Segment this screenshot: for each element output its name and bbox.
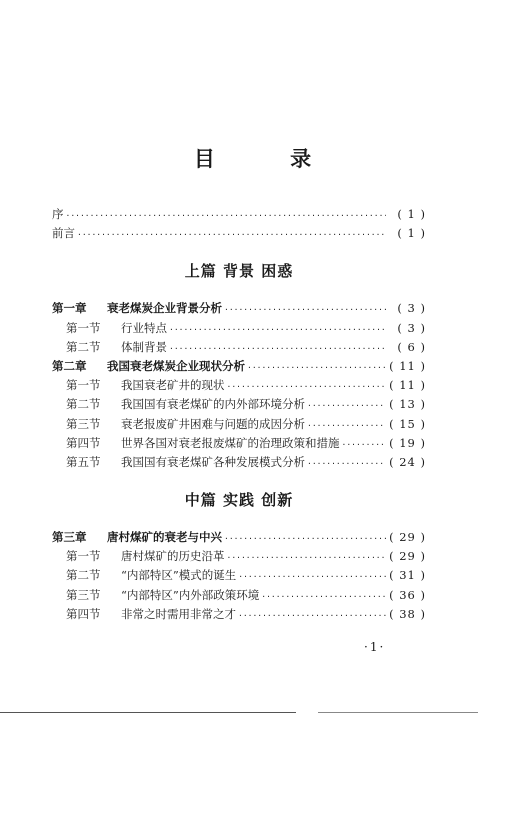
bottom-rule-right (318, 712, 478, 713)
toc-entry-title: 唐村煤矿的历史沿革 (121, 549, 225, 564)
toc-entry-title: 前言 (52, 226, 75, 241)
toc-section[interactable] (52, 547, 426, 566)
section-number: 第三节 (66, 416, 101, 431)
dot-leader (307, 395, 386, 415)
toc-entry-title: 我国衰老矿井的现状 (121, 378, 225, 393)
toc-entry-page: ( 15 ) (389, 416, 426, 431)
dot-leader (238, 605, 386, 625)
table-of-contents (52, 205, 426, 624)
toc-entry-title: 我国衰老煤炭企业现状分析 (107, 358, 245, 373)
toc-entry-page: ( 29 ) (389, 530, 426, 545)
toc-entry-title: 非常之时需用非常之才 (121, 606, 236, 621)
dot-leader (247, 357, 386, 377)
toc-entry-page: ( 6 ) (397, 339, 426, 354)
toc-entry-page: ( 11 ) (389, 378, 426, 393)
section-number: 第一节 (66, 320, 101, 335)
toc-entry-title: 衰老报废矿井困难与问题的成因分析 (121, 416, 305, 431)
part-heading: 上篇 背景 困惑 (184, 262, 294, 281)
section-number: 第一节 (66, 549, 101, 564)
toc-section[interactable] (52, 376, 426, 395)
toc-entry-title: 唐村煤矿的衰老与中兴 (107, 530, 222, 545)
toc-entry-title: 体制背景 (121, 339, 167, 354)
toc-section[interactable] (52, 319, 426, 338)
toc-section[interactable] (52, 338, 426, 357)
section-number: 第二节 (66, 339, 101, 354)
section-number: 第四节 (66, 606, 101, 621)
section-number: 第四节 (66, 435, 101, 450)
toc-entry-page: ( 24 ) (389, 454, 426, 469)
toc-entry-page: ( 31 ) (389, 568, 426, 583)
toc-entry-title: “内部特区”模式的诞生 (121, 568, 237, 583)
dot-leader (224, 528, 386, 548)
toc-entry-page: ( 13 ) (389, 397, 426, 412)
toc-entry-title: 我国国有衰老煤矿的内外部环境分析 (121, 397, 305, 412)
chapter-number: 第三章 (52, 530, 87, 545)
dot-leader (307, 415, 386, 435)
toc-entry-page: ( 3 ) (397, 301, 426, 316)
toc-entry-title: 世界各国对衰老报废煤矿的治理政策和措施 (121, 435, 340, 450)
dot-leader (227, 547, 387, 567)
section-number: 第三节 (66, 587, 101, 602)
toc-chapter[interactable] (52, 357, 426, 376)
dot-leader (77, 224, 386, 244)
page-title: 目 录 (193, 147, 346, 171)
toc-entry-title: 衰老煤炭企业背景分析 (107, 301, 222, 316)
dot-leader (238, 566, 386, 586)
toc-section[interactable] (52, 434, 426, 453)
toc-entry-foreword[interactable] (52, 224, 426, 243)
section-number: 第一节 (66, 378, 101, 393)
toc-section[interactable] (52, 453, 426, 472)
dot-leader (342, 434, 387, 454)
toc-entry-title: 行业特点 (121, 320, 167, 335)
toc-chapter[interactable] (52, 299, 426, 318)
toc-entry-title: 我国国有衰老煤矿各种发展模式分析 (121, 454, 305, 469)
toc-entry-preface[interactable] (52, 205, 426, 224)
toc-entry-page: ( 29 ) (389, 549, 426, 564)
section-number: 第二节 (66, 397, 101, 412)
toc-chapter[interactable] (52, 528, 426, 547)
dot-leader (169, 338, 386, 358)
section-number: 第五节 (66, 454, 101, 469)
toc-entry-page: ( 36 ) (389, 587, 426, 602)
part-heading: 中篇 实践 创新 (184, 491, 294, 510)
toc-entry-title: 序 (52, 207, 64, 221)
toc-section[interactable] (52, 566, 426, 585)
section-number: 第二节 (66, 568, 101, 583)
toc-entry-page: ( 38 ) (389, 606, 426, 621)
bottom-rule-left (0, 712, 296, 713)
toc-section[interactable] (52, 586, 426, 605)
dot-leader (66, 205, 387, 225)
toc-section[interactable] (52, 395, 426, 414)
toc-entry-page: ( 1 ) (397, 226, 426, 241)
dot-leader (261, 586, 386, 606)
chapter-number: 第一章 (52, 301, 87, 316)
toc-entry-page: ( 1 ) (397, 207, 426, 221)
dot-leader (227, 376, 387, 396)
toc-entry-title: “内部特区”内外部政策环境 (121, 587, 260, 602)
chapter-number: 第二章 (52, 358, 87, 373)
toc-entry-page: ( 19 ) (389, 435, 426, 450)
dot-leader (307, 453, 386, 473)
dot-leader (224, 299, 386, 319)
toc-entry-page: ( 11 ) (389, 358, 426, 373)
toc-section[interactable] (52, 415, 426, 434)
page-number: ·1· (364, 640, 386, 654)
toc-entry-page: ( 3 ) (397, 320, 426, 335)
toc-section[interactable] (52, 605, 426, 624)
dot-leader (169, 319, 386, 339)
